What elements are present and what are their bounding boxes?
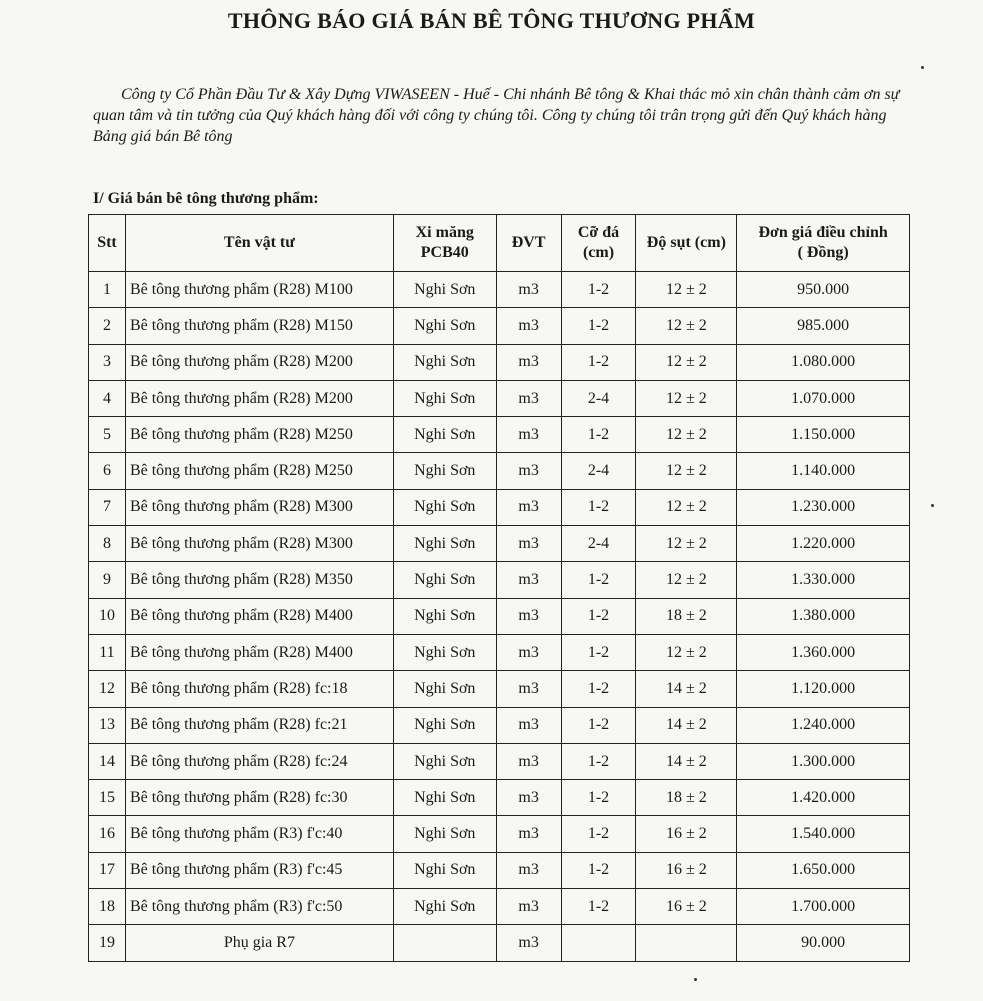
cell-price: 1.650.000	[737, 852, 910, 888]
cell-price: 1.360.000	[737, 634, 910, 670]
cell-name: Bê tông thương phẩm (R28) M350	[125, 562, 393, 598]
header-cement	[393, 215, 496, 272]
cell-cement: Nghi Sơn	[393, 380, 496, 416]
cell-unit: m3	[496, 380, 561, 416]
cell-unit: m3	[496, 344, 561, 380]
cell-stt: 15	[89, 780, 126, 816]
cell-name: Bê tông thương phẩm (R28) M150	[125, 308, 393, 344]
cell-cement: Nghi Sơn	[393, 272, 496, 308]
table-row	[89, 925, 910, 961]
cell-cement: Nghi Sơn	[393, 562, 496, 598]
cell-unit: m3	[496, 852, 561, 888]
table-row	[89, 780, 910, 816]
cell-unit: m3	[496, 816, 561, 852]
cell-stt: 8	[89, 526, 126, 562]
cell-name: Bê tông thương phẩm (R28) fc:18	[125, 671, 393, 707]
cell-cement: Nghi Sơn	[393, 417, 496, 453]
table-row	[89, 562, 910, 598]
cell-unit: m3	[496, 780, 561, 816]
cell-unit: m3	[496, 889, 561, 925]
header-price-line1: Đơn giá điều chỉnh	[758, 224, 888, 241]
cell-cement: Nghi Sơn	[393, 344, 496, 380]
table-row	[89, 272, 910, 308]
cell-price: 985.000	[737, 308, 910, 344]
table-row	[89, 598, 910, 634]
cell-unit: m3	[496, 308, 561, 344]
cell-stone: 1-2	[561, 634, 636, 670]
header-slump: Độ sụt (cm)	[636, 215, 737, 272]
cell-stone: 1-2	[561, 816, 636, 852]
section-title: I/ Giá bán bê tông thương phẩm:	[93, 190, 319, 207]
header-price	[737, 215, 910, 272]
cell-stt: 1	[89, 272, 126, 308]
cell-unit: m3	[496, 634, 561, 670]
cell-stone: 1-2	[561, 344, 636, 380]
cell-cement: Nghi Sơn	[393, 707, 496, 743]
cell-slump: 12 ± 2	[636, 308, 737, 344]
cell-slump: 12 ± 2	[636, 634, 737, 670]
cell-unit: m3	[496, 453, 561, 489]
table-row	[89, 308, 910, 344]
cell-stone: 1-2	[561, 598, 636, 634]
cell-stone: 1-2	[561, 743, 636, 779]
cell-cement	[393, 925, 496, 961]
cell-name: Bê tông thương phẩm (R28) M250	[125, 453, 393, 489]
cell-stt: 19	[89, 925, 126, 961]
cell-price: 1.080.000	[737, 344, 910, 380]
cell-stone: 2-4	[561, 380, 636, 416]
document-title: THÔNG BÁO GIÁ BÁN BÊ TÔNG THƯƠNG PHẨM	[227, 8, 756, 33]
cell-stone: 1-2	[561, 780, 636, 816]
cell-slump: 12 ± 2	[636, 453, 737, 489]
cell-stt: 5	[89, 417, 126, 453]
cell-cement: Nghi Sơn	[393, 308, 496, 344]
cell-cement: Nghi Sơn	[393, 489, 496, 525]
table-row	[89, 671, 910, 707]
cell-price: 1.230.000	[737, 489, 910, 525]
cell-cement: Nghi Sơn	[393, 889, 496, 925]
cell-name: Bê tông thương phẩm (R28) M400	[125, 598, 393, 634]
cell-name: Bê tông thương phẩm (R28) M300	[125, 489, 393, 525]
cell-slump: 12 ± 2	[636, 489, 737, 525]
cell-slump: 12 ± 2	[636, 562, 737, 598]
cell-name: Bê tông thương phẩm (R28) M400	[125, 634, 393, 670]
cell-name: Bê tông thương phẩm (R28) M200	[125, 380, 393, 416]
cell-price: 1.300.000	[737, 743, 910, 779]
cell-name: Bê tông thương phẩm (R3) f'c:45	[125, 852, 393, 888]
table-row	[89, 526, 910, 562]
cell-name: Bê tông thương phẩm (R28) fc:21	[125, 707, 393, 743]
cell-stt: 7	[89, 489, 126, 525]
cell-unit: m3	[496, 272, 561, 308]
cell-cement: Nghi Sơn	[393, 780, 496, 816]
table-body	[89, 272, 910, 962]
cell-stt: 4	[89, 380, 126, 416]
cell-slump: 14 ± 2	[636, 671, 737, 707]
cell-stt: 3	[89, 344, 126, 380]
header-stone-line1: Cỡ đá	[577, 224, 620, 241]
table-row	[89, 417, 910, 453]
header-price-line2: ( Đồng)	[797, 244, 849, 261]
cell-price: 1.120.000	[737, 671, 910, 707]
cell-stone: 1-2	[561, 889, 636, 925]
cell-stt: 16	[89, 816, 126, 852]
header-cement-line2: PCB40	[420, 244, 469, 261]
cell-stone: 1-2	[561, 417, 636, 453]
table-row	[89, 743, 910, 779]
cell-stt: 2	[89, 308, 126, 344]
cell-price: 1.330.000	[737, 562, 910, 598]
header-stt: Stt	[89, 215, 126, 272]
cell-slump	[636, 925, 737, 961]
cell-cement: Nghi Sơn	[393, 598, 496, 634]
cell-slump: 18 ± 2	[636, 598, 737, 634]
cell-price: 950.000	[737, 272, 910, 308]
header-cement-line1: Xi măng	[415, 224, 474, 241]
cell-name: Bê tông thương phẩm (R28) M100	[125, 272, 393, 308]
cell-slump: 12 ± 2	[636, 344, 737, 380]
scan-speck	[921, 66, 924, 69]
cell-name: Bê tông thương phẩm (R28) M200	[125, 344, 393, 380]
cell-price: 1.540.000	[737, 816, 910, 852]
cell-stt: 18	[89, 889, 126, 925]
table-row	[89, 852, 910, 888]
table-row	[89, 707, 910, 743]
cell-stone: 2-4	[561, 453, 636, 489]
cell-unit: m3	[496, 671, 561, 707]
cell-slump: 14 ± 2	[636, 707, 737, 743]
cell-slump: 16 ± 2	[636, 852, 737, 888]
cell-cement: Nghi Sơn	[393, 816, 496, 852]
cell-stone: 2-4	[561, 526, 636, 562]
table-row	[89, 889, 910, 925]
cell-stt: 10	[89, 598, 126, 634]
cell-stone: 1-2	[561, 562, 636, 598]
cell-stt: 13	[89, 707, 126, 743]
cell-slump: 12 ± 2	[636, 380, 737, 416]
cell-slump: 16 ± 2	[636, 889, 737, 925]
table-row	[89, 816, 910, 852]
cell-cement: Nghi Sơn	[393, 453, 496, 489]
cell-price: 1.420.000	[737, 780, 910, 816]
cell-stt: 11	[89, 634, 126, 670]
cell-slump: 12 ± 2	[636, 526, 737, 562]
cell-stt: 17	[89, 852, 126, 888]
cell-name: Phụ gia R7	[125, 925, 393, 961]
cell-price: 1.150.000	[737, 417, 910, 453]
cell-slump: 14 ± 2	[636, 743, 737, 779]
cell-name: Bê tông thương phẩm (R28) fc:30	[125, 780, 393, 816]
cell-slump: 16 ± 2	[636, 816, 737, 852]
intro-paragraph: Công ty Cổ Phần Đầu Tư & Xây Dựng VIWASEEN - Huế - Chi nhánh Bê tông & Khai thác mỏ xin chân thành cảm ơn sự quan tâm và tin tưởng của Quý khách hàng đối với công ty chúng tôi. Công ty chúng tôi trân trọng gửi đến Quý khách hàng Bảng giá bán Bê tông	[93, 86, 900, 145]
table-header-row	[89, 215, 910, 272]
cell-cement: Nghi Sơn	[393, 526, 496, 562]
header-name: Tên vật tư	[125, 215, 393, 272]
cell-unit: m3	[496, 598, 561, 634]
scan-speck	[931, 504, 934, 507]
cell-stone: 1-2	[561, 852, 636, 888]
cell-unit: m3	[496, 743, 561, 779]
cell-name: Bê tông thương phẩm (R3) f'c:50	[125, 889, 393, 925]
cell-cement: Nghi Sơn	[393, 743, 496, 779]
cell-name: Bê tông thương phẩm (R28) fc:24	[125, 743, 393, 779]
table-row	[89, 453, 910, 489]
cell-stone: 1-2	[561, 707, 636, 743]
cell-price: 1.240.000	[737, 707, 910, 743]
cell-stone: 1-2	[561, 671, 636, 707]
cell-slump: 12 ± 2	[636, 272, 737, 308]
cell-stone: 1-2	[561, 272, 636, 308]
table-row	[89, 380, 910, 416]
cell-cement: Nghi Sơn	[393, 671, 496, 707]
cell-price: 1.380.000	[737, 598, 910, 634]
header-stone-line2: (cm)	[582, 244, 615, 261]
cell-stt: 9	[89, 562, 126, 598]
cell-unit: m3	[496, 489, 561, 525]
cell-stone	[561, 925, 636, 961]
cell-unit: m3	[496, 417, 561, 453]
table-row	[89, 489, 910, 525]
cell-price: 90.000	[737, 925, 910, 961]
cell-name: Bê tông thương phẩm (R28) M250	[125, 417, 393, 453]
cell-stt: 6	[89, 453, 126, 489]
cell-slump: 12 ± 2	[636, 417, 737, 453]
cell-unit: m3	[496, 562, 561, 598]
cell-unit: m3	[496, 925, 561, 961]
cell-price: 1.070.000	[737, 380, 910, 416]
cell-unit: m3	[496, 707, 561, 743]
cell-stt: 12	[89, 671, 126, 707]
cell-cement: Nghi Sơn	[393, 634, 496, 670]
cell-unit: m3	[496, 526, 561, 562]
cell-cement: Nghi Sơn	[393, 852, 496, 888]
table-row	[89, 344, 910, 380]
scan-speck	[694, 978, 697, 981]
cell-name: Bê tông thương phẩm (R3) f'c:40	[125, 816, 393, 852]
cell-stone: 1-2	[561, 308, 636, 344]
header-unit: ĐVT	[496, 215, 561, 272]
cell-name: Bê tông thương phẩm (R28) M300	[125, 526, 393, 562]
cell-price: 1.220.000	[737, 526, 910, 562]
price-table	[88, 214, 910, 962]
table-row	[89, 634, 910, 670]
cell-stt: 14	[89, 743, 126, 779]
cell-price: 1.140.000	[737, 453, 910, 489]
header-stone	[561, 215, 636, 272]
cell-price: 1.700.000	[737, 889, 910, 925]
cell-stone: 1-2	[561, 489, 636, 525]
cell-slump: 18 ± 2	[636, 780, 737, 816]
